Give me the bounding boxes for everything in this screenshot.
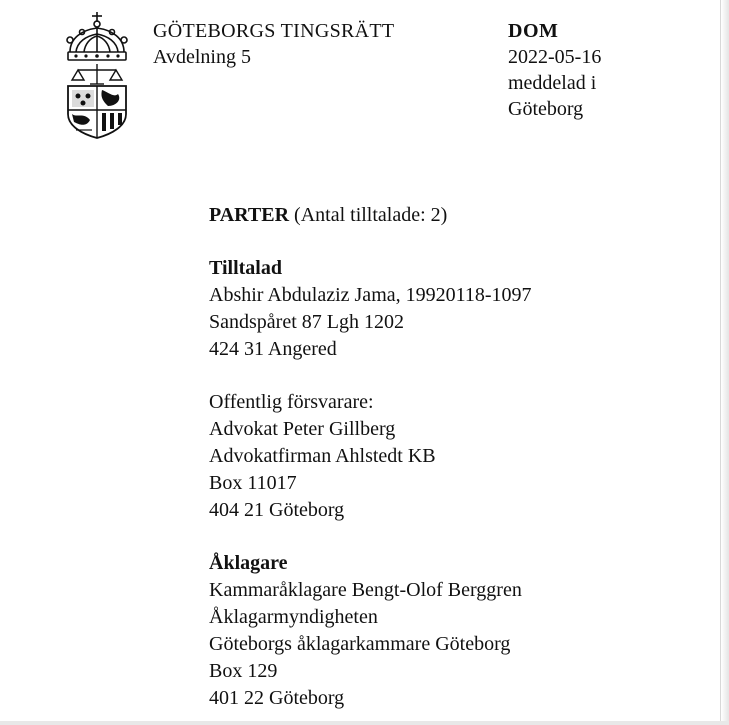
court-name: GÖTEBORGS TINGSRÄTT xyxy=(153,20,395,42)
document-date: 2022-05-16 xyxy=(508,46,602,68)
document-type: DOM xyxy=(508,20,559,42)
tilltalad-line: Sandspåret 87 Lgh 1202 xyxy=(209,311,404,333)
parter-count-note: (Antal tilltalade: 2) xyxy=(294,204,448,226)
tilltalad-line: Abshir Abdulaziz Jama, 19920118-1097 xyxy=(209,284,532,306)
aklagare-line: Åklagarmyndigheten xyxy=(209,606,378,628)
spacer xyxy=(209,524,532,550)
document-body xyxy=(209,202,532,712)
forsvarare-line: Advokatfirman Ahlstedt KB xyxy=(209,445,436,467)
aklagare-heading: Åklagare xyxy=(209,552,288,574)
spacer xyxy=(209,363,532,389)
page-edge-bottom xyxy=(0,721,729,725)
aklagare-line: 401 22 Göteborg xyxy=(209,687,345,709)
parter-heading: PARTER xyxy=(209,204,290,226)
division: Avdelning 5 xyxy=(153,46,251,68)
forsvarare-line: Offentlig försvarare: xyxy=(209,391,374,413)
tilltalad-heading: Tilltalad xyxy=(209,257,282,279)
spacer xyxy=(209,229,532,255)
document-type-block xyxy=(508,18,601,122)
forsvarare-line: Box 11017 xyxy=(209,472,297,494)
aklagare-line: Box 129 xyxy=(209,660,278,682)
aklagare-line: Kammaråklagare Bengt-Olof Berggren xyxy=(209,579,522,601)
page-edge-right xyxy=(720,0,729,725)
tilltalad-line: 424 31 Angered xyxy=(209,338,337,360)
swedish-coat-of-arms-icon xyxy=(62,10,132,140)
forsvarare-line: 404 21 Göteborg xyxy=(209,499,345,521)
issued-line: meddelad i xyxy=(508,72,597,94)
forsvarare-line: Advokat Peter Gillberg xyxy=(209,418,396,440)
aklagare-line: Göteborgs åklagarkammare Göteborg xyxy=(209,633,511,655)
court-header xyxy=(153,18,394,70)
parter-heading-line xyxy=(209,202,532,229)
issued-place: Göteborg xyxy=(508,98,584,120)
